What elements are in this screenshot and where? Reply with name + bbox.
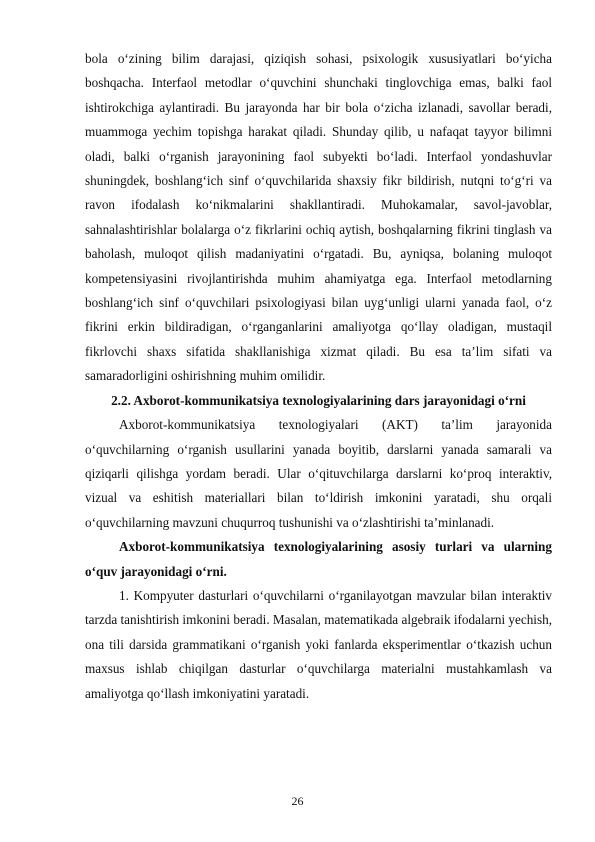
section-heading: 2.2. Axborot-kommunikatsiya texnologiyalarining dars jarayonidagi o‘rni — [111, 392, 526, 408]
page-number: 26 — [291, 794, 304, 808]
paragraph-intro: bola o‘zining bilim darajasi, qiziqish sohasi, psixologik xususiyatlari bo‘yicha boshqacha. Interfaol metodlar o‘quvchini shunchaki tinglovchiga emas, balki faol ishtirokchiga aylantiradi. Bu jarayonda har bir bola o‘zicha izlanadi, savollar beradi, muammoga yechim topishga harakat qiladi. Shunday qilib, u nafaqat tayyor bilimni oladi, balki o‘rganish jarayonining faol subyekti bo‘ladi. Interfaol yondashuvlar shuningdek, boshlang‘ich sinf o‘quvchilarida shaxsiy fikr bildirish, nutqni to‘g‘ri va ravon ifodalash ko‘nikmalarini shakllantiradi. Muhokamalar, savol-javoblar, sahnalashtirishlar bolalarga o‘z fikrlarini ochiq aytish, boshqalarning fikrini tinglash va baholash, muloqot qilish madaniyatini o‘rgatadi. Bu, ayniqsa, bolaning muloqot kompetensiyasini rivojlantirishda muhim ahamiyatga ega. Interfaol metodlarning boshlang‘ich sinf o‘quvchilari psixologiyasi bilan uyg‘unligi ularni yanada faol, o‘z fikrini erkin bildiradigan, o‘rganganlarini amaliyotga qo‘llay oladigan, mustaqil fikrlovchi shaxs sifatida shakllanishiga xizmat qiladi. Bu esa ta’lim sifati va samaradorligini oshirishning muhim omilidir. — [85, 51, 552, 384]
document-page — [85, 47, 552, 706]
subsection-heading: Axborot-kommunikatsiya texnologiyalarining asosiy turlari va ularning o‘quv jarayonidagi o‘rni. — [85, 539, 552, 579]
paragraph-software: 1. Kompyuter dasturlari o‘quvchilarni o‘rganilayotgan mavzular bilan interaktiv tarzda tanishtirish imkonini beradi. Masalan, matematikada algebraik ifodalarni yechish, ona tili darsida grammatikani o‘rganish yoki fanlarda eksperimentlar o‘tkazish uchun maxsus ishlab chiqilgan dasturlar o‘quvchilarga materialni mustahkamlash va amaliyotga qo‘llash imkoniyatini yaratadi. — [85, 587, 552, 701]
paragraph-akt: Axborot-kommunikatsiya texnologiyalari (AKT) ta’lim jarayonida o‘quvchilarning o‘rganish usullarini yanada boyitib, darslarni yanada samarali va qiziqarli qilishga yordam beradi. Ular o‘qituvchilarga darslarni ko‘proq interaktiv, vizual va eshitish materiallari bilan to‘ldirish imkonini yaratadi, shu orqali o‘quvchilarning mavzuni chuqurroq tushunishi va o‘zlashtirishi ta’minlanadi. — [85, 417, 552, 530]
